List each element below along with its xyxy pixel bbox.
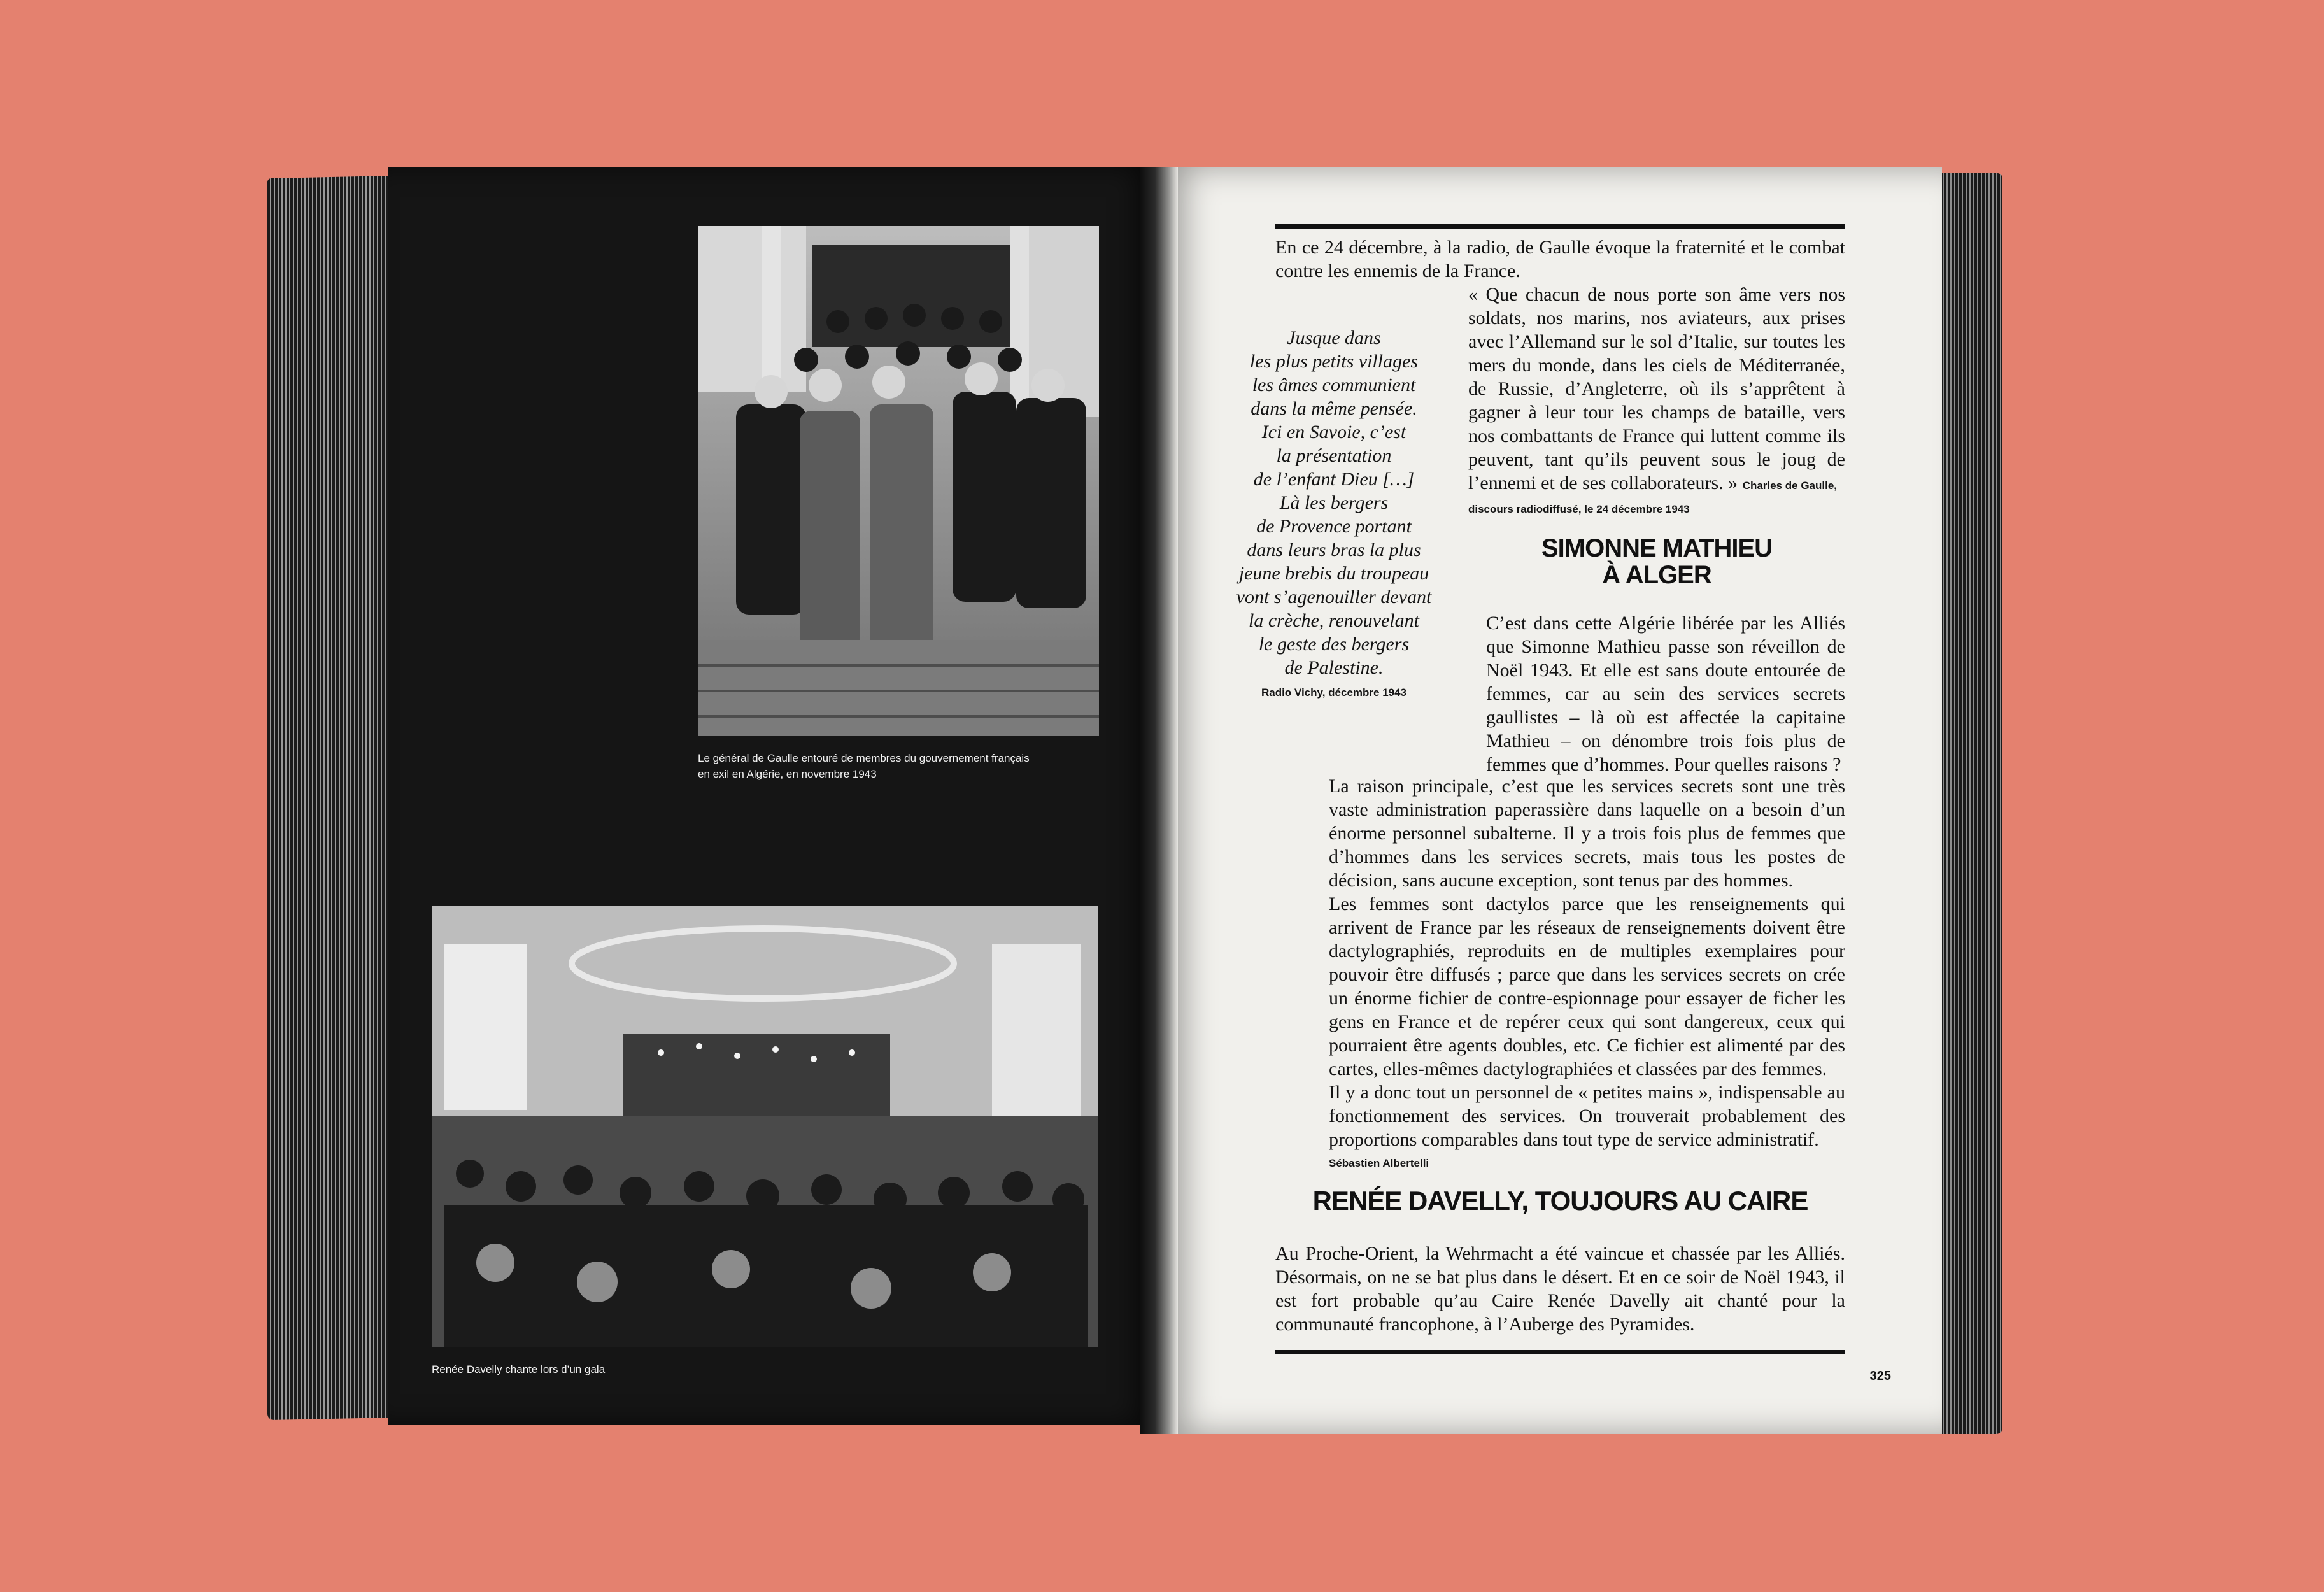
albertelli-paragraph-3: Il y a donc tout un personnel de « petites mains », indispensable au fonctionnement des services. On trouverait probablement des proportions comparables dans tout type de service administratif.	[1329, 1082, 1845, 1150]
heading-simonne-mathieu-line-1: SIMONNE MATHIEU	[1541, 534, 1773, 562]
pull-quote-line: la crèche, renouvelant	[1249, 610, 1419, 631]
heading-renee-davelly: RENÉE DAVELLY, TOUJOURS AU CAIRE	[1312, 1186, 1808, 1216]
intro-paragraph: En ce 24 décembre, à la radio, de Gaulle évoque la fraternité et le combat contre les ennemis de la France.	[1275, 237, 1845, 281]
pull-quote-line: Jusque dans	[1287, 327, 1381, 348]
pull-quote-credit: Radio Vichy, décembre 1943	[1261, 686, 1407, 699]
albertelli-paragraph-2: Les femmes sont dactylos parce que les renseignements qui arrivent de France par les réseaux de renseignements doivent être dactylographiés, reproduits en de multiples exemplaires pour pouvoir être diffusés ; parce que dans les services secrets on crée un énorme fichier de contre-espionnage pour essayer de ficher les gens en France et de repérer ceux qui sont dangereux, ceux qui pourraient être agents doubles, etc. Ce fichier est alimenté par des cartes, elles-mêmes dactylographiées et classées par des femmes.	[1329, 893, 1845, 1079]
pull-quote-line: Ici en Savoie, c’est	[1261, 422, 1406, 443]
photo-2-caption: Renée Davelly chante lors d’un gala	[432, 1363, 606, 1375]
pull-quote-line: de l’enfant Dieu […]	[1253, 469, 1415, 490]
pull-quote-line: les âmes communient	[1252, 374, 1416, 395]
pull-quote-line: jeune brebis du troupeau	[1238, 563, 1429, 584]
photo-de-gaulle-group-image	[698, 226, 1099, 736]
de-gaulle-quote	[1468, 283, 1845, 521]
pull-quote-line: dans leurs bras la plus	[1247, 539, 1421, 560]
heading-simonne-mathieu	[1468, 535, 1845, 588]
simonne-paragraph: C’est dans cette Algérie libérée par les Alliés que Simonne Mathieu passe son réveillon de Noël 1943. Et elle est sans doute entourée de femmes, car au sein des services secrets gaullistes – là où est affectée la capitaine Mathieu – on dénombre trois fois plus de femmes que d’hommes. Pour quelles raisons ?	[1486, 613, 1845, 775]
de-gaulle-quote-text: « Que chacun de nous porte son âme vers nos soldats, nos marins, nos aviateurs, aux prises avec l’Allemand sur le sol d’Italie, sur toutes les mers du monde, dans les ciels de Méditerranée, de Russie, d’Angleterre, où ils s’apprêtent à gagner à leur tour les champs de bataille, vers nos combattants de France qui luttent comme ils peuvent, tant qu’ils peuvent sous le joug de l’ennemi et de ses collaborateurs. »	[1468, 284, 1845, 494]
pull-quote-line: vont s’agenouiller devant	[1236, 586, 1432, 608]
pull-quote-line: dans la même pensée.	[1251, 398, 1417, 419]
photo-gala-image	[432, 906, 1098, 1347]
albertelli-paragraph-1: La raison principale, c’est que les services secrets sont une très vaste administration paperassière dans laquelle on a besoin d’un énorme personnel subalterne. Il y a trois fois plus de femmes que d’hommes dans les services secrets, mais tous les postes de décision, sans aucune exception, sont tenus par des hommes.	[1329, 776, 1845, 891]
de-gaulle-quote-credit-1: Charles de Gaulle,	[1742, 480, 1838, 492]
albertelli-credit: Sébastien Albertelli	[1329, 1157, 1429, 1169]
davelly-paragraph: Au Proche-Orient, la Wehrmacht a été vaincue et chassée par les Alliés. Désormais, on ne se bat plus dans le désert. Et en ce soir de Noël 1943, il est fort probable qu’au Caire Renée Davelly ait chanté pour la communauté francophone, à l’Auberge des Pyramides.	[1275, 1243, 1845, 1335]
top-rule	[1275, 224, 1845, 229]
book-spine	[1140, 167, 1178, 1434]
pull-quote-line: les plus petits villages	[1249, 351, 1419, 372]
de-gaulle-quote-credit-2: discours radiodiffusé, le 24 décembre 1943	[1468, 503, 1690, 515]
photo-gala	[432, 906, 1098, 1347]
pull-quote-line: la présentation	[1276, 445, 1392, 466]
photo-de-gaulle-group	[698, 226, 1099, 736]
albertelli-quote	[1329, 774, 1845, 1175]
page-number: 325	[1869, 1369, 1891, 1383]
pull-quote-line: Là les bergers	[1279, 492, 1389, 513]
bottom-rule	[1275, 1350, 1845, 1354]
right-page-edges	[1932, 173, 2002, 1434]
pull-quote-line: de Provence portant	[1256, 516, 1412, 537]
heading-simonne-mathieu-line-2: À ALGER	[1602, 561, 1711, 589]
photo-1-caption-line-1: Le général de Gaulle entouré de membres du gouvernement français	[698, 752, 1030, 764]
pull-quote-line: le geste des bergers	[1258, 634, 1410, 655]
photo-1-caption-line-2: en exil en Algérie, en novembre 1943	[698, 768, 877, 780]
left-page-edges	[267, 176, 395, 1420]
pull-quote-line: de Palestine.	[1284, 657, 1384, 678]
pull-quote	[1213, 326, 1455, 679]
